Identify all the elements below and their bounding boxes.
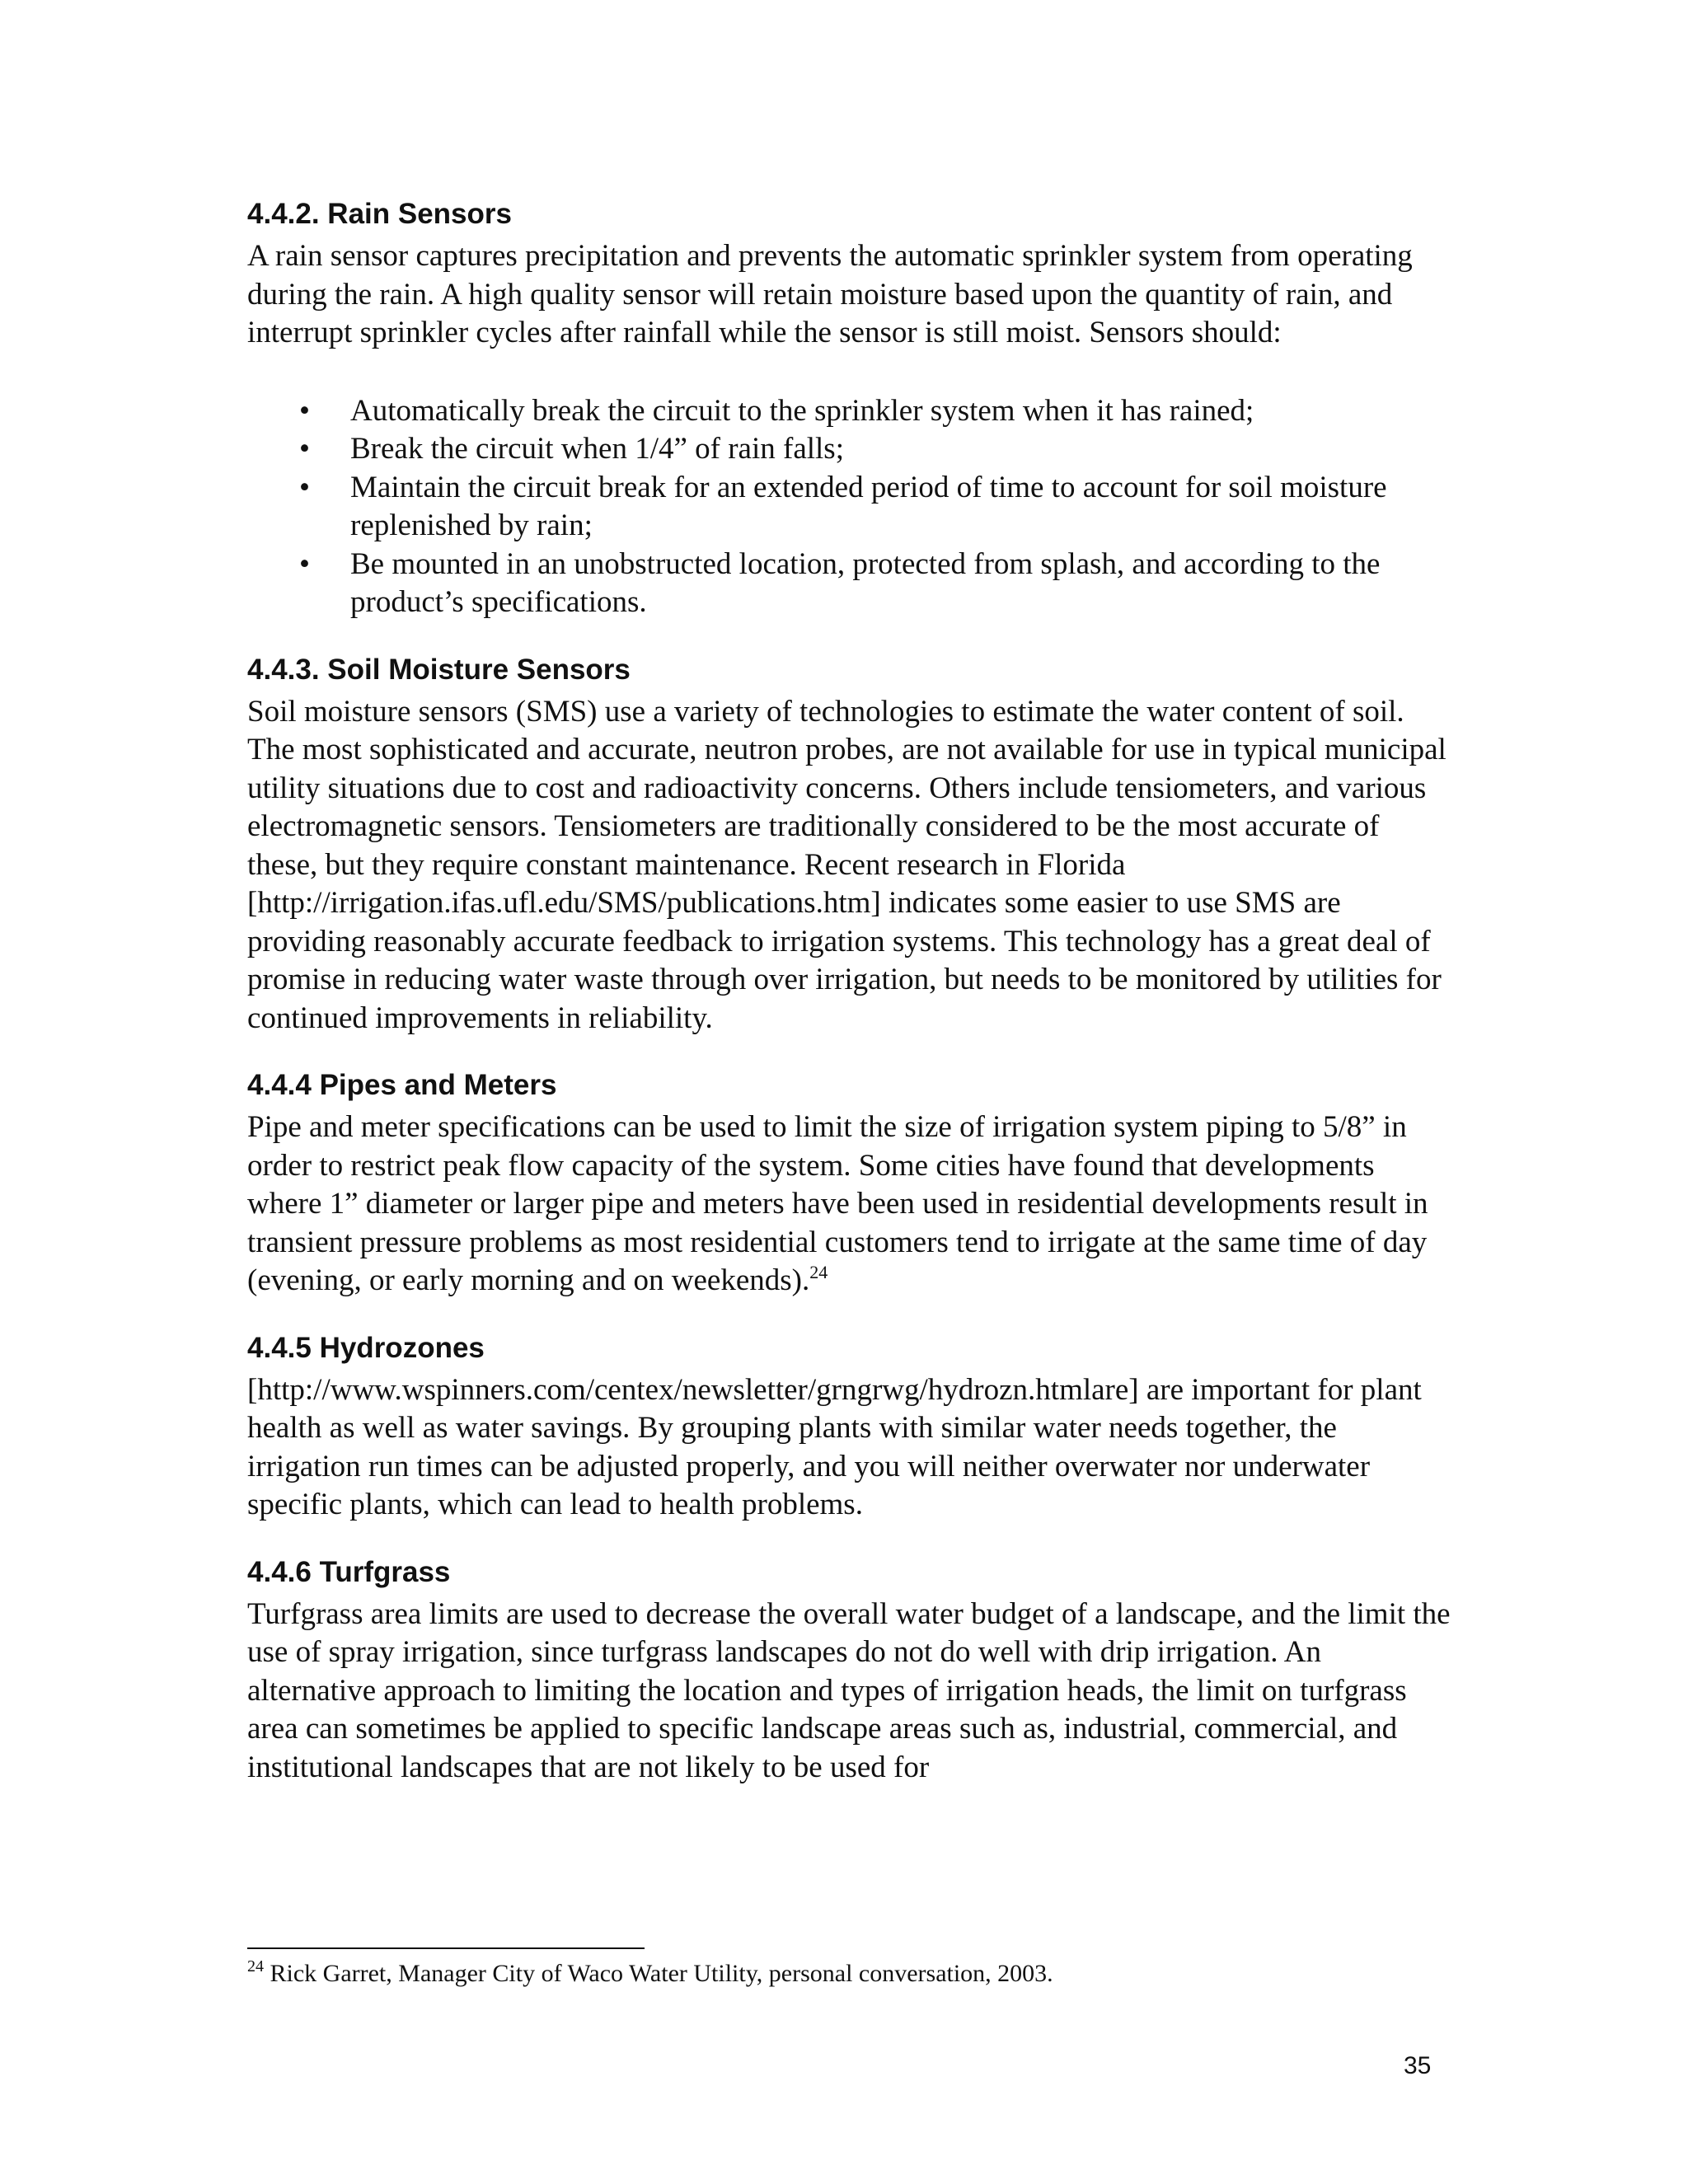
- list-item-text: Maintain the circuit break for an extended period of time to account for soil moisture replenished by rain;: [350, 470, 1387, 542]
- heading-pipes-and-meters: 4.4.4 Pipes and Meters: [247, 1069, 557, 1101]
- paragraph-hydrozones: [http://www.wspinners.com/centex/newsletter/grngrwg/hydrozn.htmlare] are important for plant health as well as water savings. By grouping plants with similar water needs together, the irrigation run times can be adjusted properly, and you will neither overwater nor underwater specific plants, which can lead to health problems.: [247, 1372, 1422, 1521]
- list-item-text: Automatically break the circuit to the sprinkler system when it has rained;: [350, 393, 1254, 428]
- section-pipes-and-meters: [247, 1067, 1451, 1301]
- paragraph-rain-sensors: A rain sensor captures precipitation and prevents the automatic sprinkler system from operating during the rain. A high quality sensor will retain moisture based upon the quantity of rain, and interrupt sprinkler cycles after rainfall while the sensor is still moist. Sensors should:: [247, 239, 1413, 349]
- list-item: [299, 430, 1451, 469]
- section-turfgrass: [247, 1554, 1451, 1788]
- bullet-marker: •: [299, 432, 310, 466]
- list-item-text: Be mounted in an unobstructed location, protected from splash, and according to the product’s specifications.: [350, 546, 1381, 619]
- rain-sensor-bullet-list: [247, 392, 1451, 622]
- section-soil-moisture-sensors: [247, 652, 1451, 1038]
- bullet-marker: •: [299, 393, 310, 428]
- bullet-marker: •: [299, 470, 310, 504]
- footnote: [247, 1958, 1053, 1990]
- heading-hydrozones: 4.4.5 Hydrozones: [247, 1331, 485, 1364]
- section-hydrozones: [247, 1330, 1451, 1525]
- footnote-number: 24: [247, 1957, 264, 1975]
- heading-rain-sensors: 4.4.2. Rain Sensors: [247, 198, 512, 230]
- footnote-reference[interactable]: 24: [809, 1262, 828, 1282]
- footnote-text: Rick Garret, Manager City of Waco Water Utility, personal conversation, 2003.: [264, 1960, 1053, 1987]
- paragraph-soil-moisture-sensors: Soil moisture sensors (SMS) use a variety of technologies to estimate the water content of soil. The most sophisticated and accurate, neutron probes, are not available for use in typical municipal utility situations due to cost and radioactivity concerns. Others include tensiometers, and various electromagnetic sensors. Tensiometers are traditionally considered to be the most accurate of these, but they require constant maintenance. Recent research in Florida [http://irrigation.ifas.ufl.edu/SMS/publications.htm] indicates some easier to use SMS are providing reasonably accurate feedback to irrigation systems. This technology has a great deal of promise in reducing water waste through over irrigation, but needs to be monitored by utilities for continued improvements in reliability.: [247, 694, 1447, 1035]
- section-rain-sensors: [247, 196, 1451, 622]
- paragraph-pipes-and-meters: [247, 1108, 1451, 1301]
- list-item-text: Break the circuit when 1/4” of rain falls;: [350, 432, 844, 466]
- paragraph-pipes-text: Pipe and meter specifications can be used to limit the size of irrigation system piping to 5/8” in order to restrict peak flow capacity of the system. Some cities have found that developments where 1” diameter or larger pipe and meters have been used in residential developments result in transient pressure problems as most residential customers tend to irrigate at the same time of day (evening, or early morning and on weekends).: [247, 1110, 1428, 1297]
- page-number: 35: [1404, 2052, 1432, 2079]
- heading-soil-moisture-sensors: 4.4.3. Soil Moisture Sensors: [247, 653, 631, 686]
- paragraph-turfgrass: Turfgrass area limits are used to decrease the overall water budget of a landscape, and the limit the use of spray irrigation, since turfgrass landscapes do not do well with drip irrigation. An alternative approach to limiting the location and types of irrigation heads, the limit on turfgrass area can sometimes be applied to specific landscape areas such as, industrial, commercial, and institutional landscapes that are not likely to be used for: [247, 1596, 1451, 1784]
- list-item: [299, 546, 1451, 622]
- bullet-marker: •: [299, 546, 310, 581]
- footnote-divider: [247, 1947, 645, 1949]
- document-body: [247, 196, 1451, 1787]
- list-item: [299, 392, 1451, 431]
- heading-turfgrass: 4.4.6 Turfgrass: [247, 1555, 451, 1588]
- list-item: [299, 469, 1451, 546]
